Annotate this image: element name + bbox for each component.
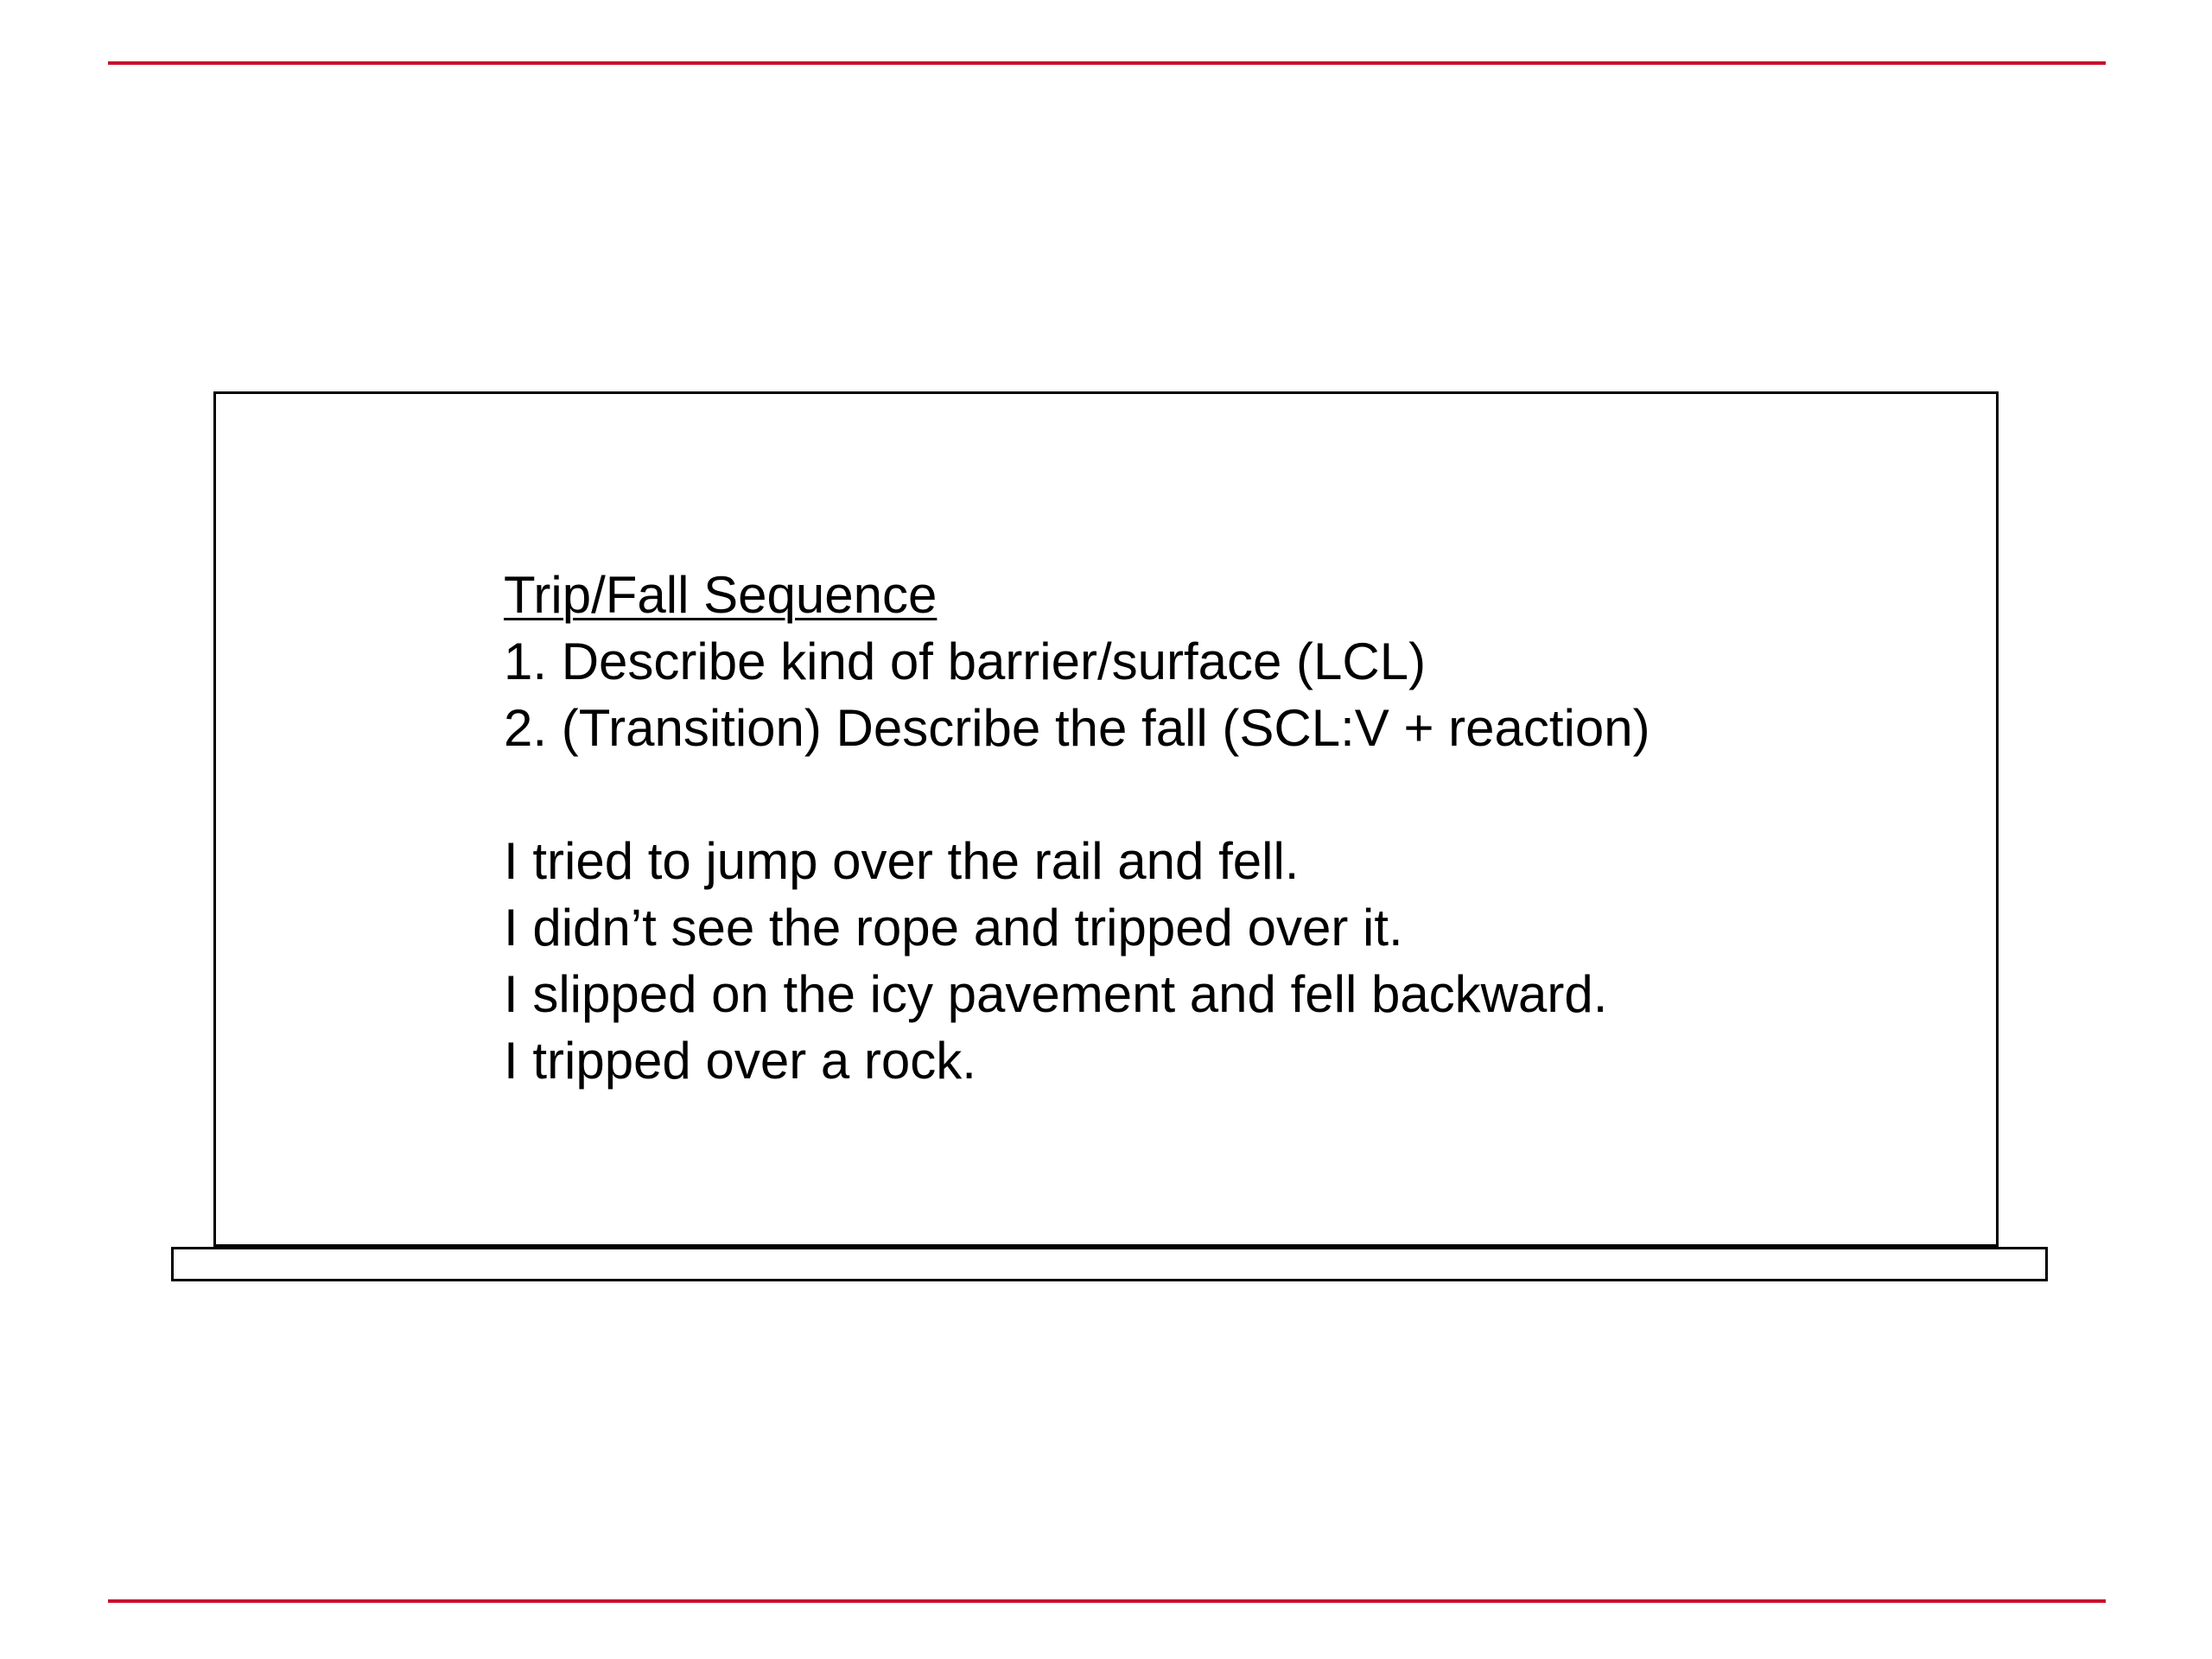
spacer bbox=[504, 761, 1650, 828]
step-item: 2. (Transition) Describe the fall (SCL:V + reaction) bbox=[504, 699, 1650, 757]
example-sentence: I slipped on the icy pavement and fell backward. bbox=[504, 965, 1608, 1023]
whiteboard-text bbox=[504, 562, 1650, 1094]
top-accent-rule bbox=[108, 61, 2106, 65]
whiteboard-ledge bbox=[171, 1247, 2048, 1281]
bottom-accent-rule bbox=[108, 1599, 2106, 1603]
example-sentence: I didn’t see the rope and tripped over it. bbox=[504, 899, 1403, 957]
example-sentence: I tried to jump over the rail and fell. bbox=[504, 832, 1300, 890]
example-sentence: I tripped over a rock. bbox=[504, 1032, 976, 1090]
step-item: 1. Describe kind of barrier/surface (LCL) bbox=[504, 632, 1427, 690]
sequence-heading: Trip/Fall Sequence bbox=[504, 566, 938, 624]
